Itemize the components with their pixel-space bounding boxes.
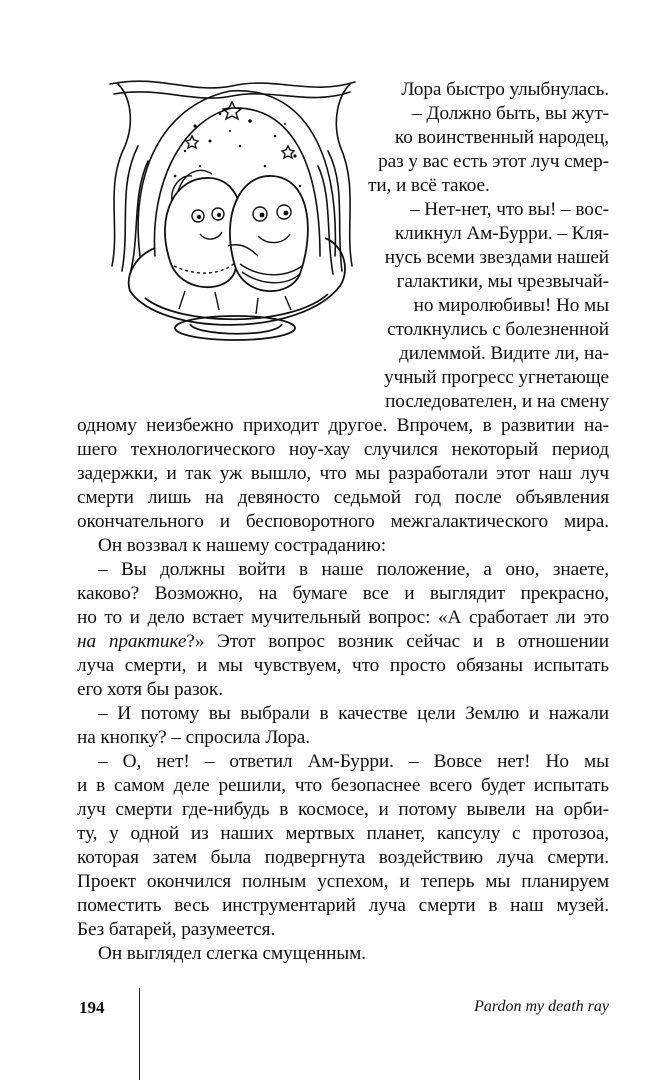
text-span: ?» Этот вопрос возник сейчас и в отношении (186, 631, 609, 652)
text-line: последователен, и на смену (385, 391, 609, 412)
text-line: нусь всеми звездами нашей (384, 247, 609, 268)
two-aliens-on-saucer-illustration (100, 66, 365, 348)
text-line: луч смерти где-нибудь в космосе, и потому вывели на орби- (77, 799, 609, 820)
page-number: 194 (79, 998, 105, 1017)
text-line: ко воинственный народец, (394, 127, 609, 148)
text-line: одному неизбежно приходит другое. Впрочем, в развитии на- (77, 415, 609, 436)
text-line: галактики, мы чрезвычай- (396, 271, 609, 292)
text-line: Он выглядел слегка смущенным. (98, 943, 366, 964)
text-line: луча смерти, и мы чувствуем, что просто обязаны испытать (77, 655, 609, 676)
text-line: – Должно быть, вы жут- (412, 103, 609, 124)
text-line: раз у вас есть этот луч смер- (378, 151, 609, 172)
italic-phrase: на практике (77, 631, 187, 652)
text-line: его хотя бы разок. (77, 679, 223, 700)
text-line: которая затем была подвергнута воздействию луча смерти. (77, 847, 609, 868)
text-line: но миролюбивы! Но мы (413, 295, 609, 316)
text-line (77, 630, 609, 654)
text-line: задержки, и так уж вышло, что мы разработали этот наш луч (77, 463, 609, 484)
footer-divider (139, 988, 140, 1080)
text-line: столкнулись с болезненной (387, 319, 609, 340)
text-line: – Нет-нет, что вы! – вос- (410, 199, 609, 220)
text-line: Без батарей, разумеется. (77, 919, 276, 940)
text-line: – О, нет! – ответил Ам-Бурри. – Вовсе нет! Но мы (98, 751, 609, 772)
text-line: – Вы должны войти в наше положение, а оно, знаете, (98, 559, 609, 580)
text-line: Проект окончился полным успехом, и теперь мы планируем (77, 871, 609, 892)
text-line: дилеммой. Видите ли, на- (399, 343, 609, 364)
text-line: кликнул Ам-Бурри. – Кля- (394, 223, 609, 244)
text-line: смерти лишь на девяносто седьмой год после объявления (77, 487, 609, 508)
text-line: ту, у одной из наших мертвых планет, капсулу с протозоа, (77, 823, 609, 844)
text-line: ти, и всё такое. (368, 175, 490, 196)
text-line: шего технологического ноу-хау случился некоторый период (77, 439, 609, 460)
text-line: Он воззвал к нашему состраданию: (98, 535, 386, 556)
text-line: – И потому вы выбрали в качестве цели Землю и нажали (98, 703, 609, 724)
running-title: Pardon my death ray (474, 998, 609, 1015)
text-line: учный прогресс угнетающе (384, 367, 609, 388)
text-line: и в самом деле решили, что безопаснее всего будет испытать (77, 775, 609, 796)
text-line: но то и дело встает мучительный вопрос: «А сработает ли это (77, 607, 609, 628)
text-line: Лора быстро улыбнулась. (401, 79, 609, 100)
text-line: на кнопку? – спросила Лора. (77, 727, 310, 748)
text-line: поместить весь инструментарий луча смерти в наш музей. (77, 895, 609, 916)
text-line: окончательного и бесповоротного межгалактического мира. (77, 511, 609, 532)
text-line: каково? Возможно, на бумаге все и выглядит прекрасно, (77, 583, 609, 604)
